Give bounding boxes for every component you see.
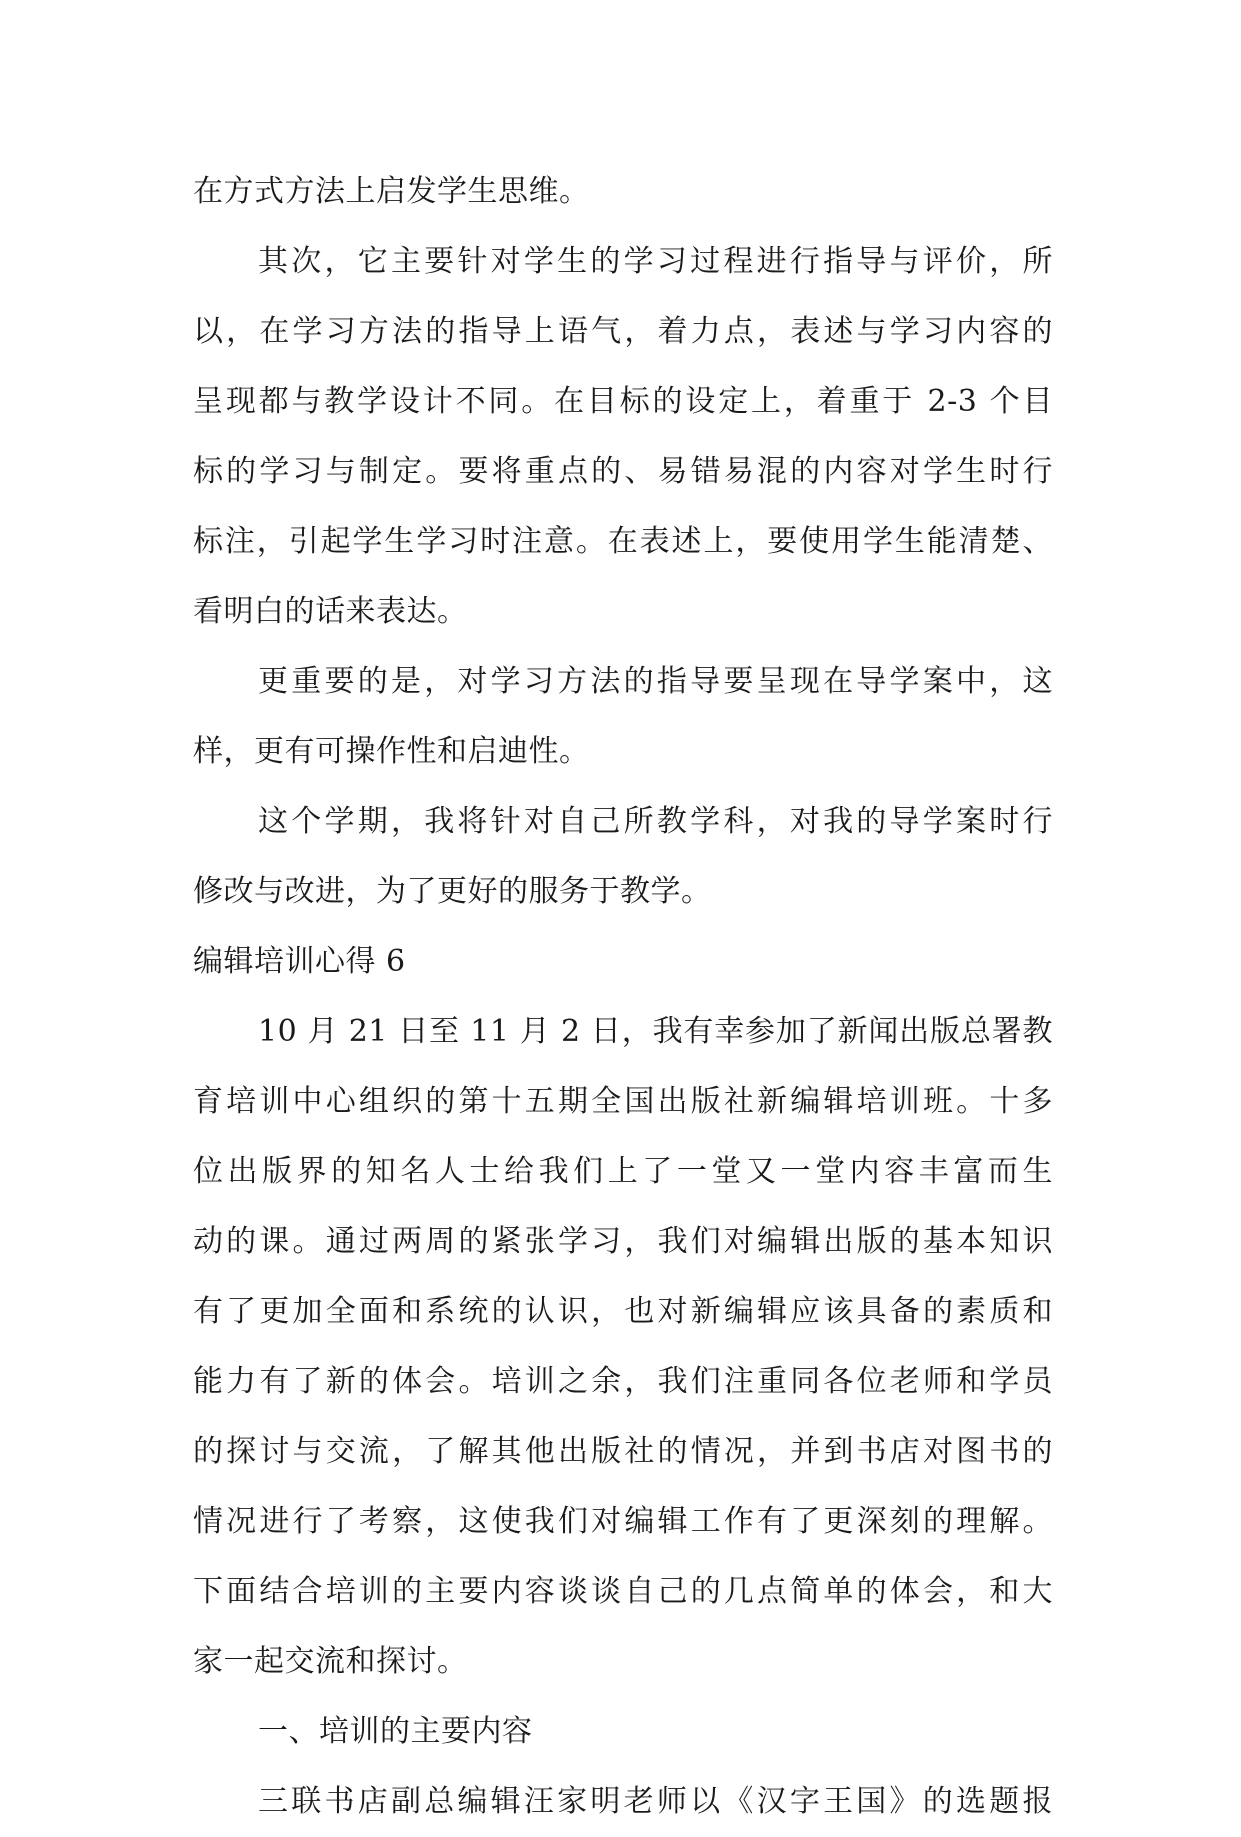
paragraph-continuation-line: 在方式方法上启发学生思维。 [193,174,590,209]
paragraph-line: 标的学习与制定。要将重点的、易错易混的内容对学生时行 [193,454,1053,489]
paragraph-line: 位出版界的知名人士给我们上了一堂又一堂内容丰富而生 [193,1154,1053,1189]
paragraph-line: 家一起交流和探讨。 [193,1644,468,1679]
document-body [193,157,1053,1837]
paragraph-line: 标注，引起学生学习时注意。在表述上，要使用学生能清楚、 [193,524,1053,559]
paragraph-line: 呈现都与教学设计不同。在目标的设定上，着重于 2-3 个目 [193,384,1053,419]
paragraph-line: 情况进行了考察，这使我们对编辑工作有了更深刻的理解。 [193,1504,1053,1539]
paragraph-line: 育培训中心组织的第十五期全国出版社新编辑培训班。十多 [193,1084,1053,1119]
subsection-heading: 一、培训的主要内容 [258,1714,533,1749]
paragraph-line: 这个学期，我将针对自己所教学科，对我的导学案时行 [258,804,1053,839]
paragraph-line: 有了更加全面和系统的认识，也对新编辑应该具备的素质和 [193,1294,1053,1329]
paragraph-line: 三联书店副总编辑汪家明老师以《汉字王国》的选题报 [258,1784,1053,1819]
paragraph-line: 下面结合培训的主要内容谈谈自己的几点简单的体会，和大 [193,1574,1053,1609]
paragraph-line: 更重要的是，对学习方法的指导要呈现在导学案中，这 [258,664,1053,699]
paragraph-line: 动的课。通过两周的紧张学习，我们对编辑出版的基本知识 [193,1224,1053,1259]
paragraph-line: 的探讨与交流，了解其他出版社的情况，并到书店对图书的 [193,1434,1053,1469]
paragraph-line: 10 月 21 日至 11 月 2 日，我有幸参加了新闻出版总署教 [258,1014,1053,1049]
paragraph-line: 看明白的话来表达。 [193,594,468,629]
paragraph-line: 修改与改进，为了更好的服务于教学。 [193,874,712,909]
paragraph-line: 样，更有可操作性和启迪性。 [193,734,590,769]
paragraph-line: 其次，它主要针对学生的学习过程进行指导与评价，所 [258,244,1053,279]
section-heading: 编辑培训心得 6 [193,944,406,979]
paragraph-line: 能力有了新的体会。培训之余，我们注重同各位老师和学员 [193,1364,1053,1399]
paragraph-line: 以，在学习方法的指导上语气，着力点，表述与学习内容的 [193,314,1053,349]
